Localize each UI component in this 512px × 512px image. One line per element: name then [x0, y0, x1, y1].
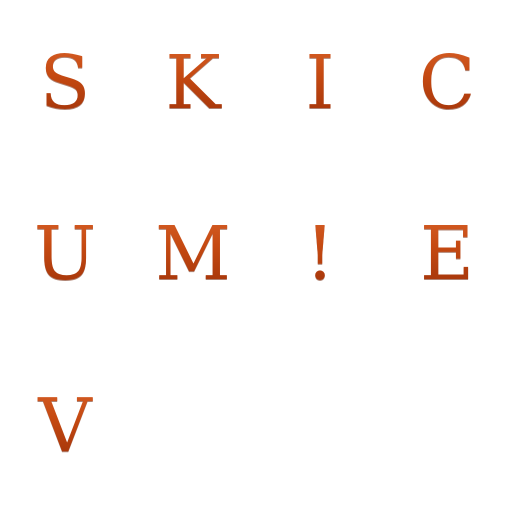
letter-tile-c[interactable]: C — [402, 38, 492, 128]
letter-tile-e[interactable]: E — [402, 209, 492, 299]
letter-tile-s[interactable]: S — [20, 38, 110, 128]
letter-tile-v[interactable]: V — [20, 381, 110, 471]
letter-tile-i[interactable]: I — [275, 38, 365, 128]
letter-tile-k[interactable]: K — [148, 38, 238, 128]
letter-tile-m[interactable]: M — [148, 209, 238, 299]
letter-tile-exclamation[interactable]: ! — [275, 209, 365, 299]
letter-tile-u[interactable]: U — [20, 209, 110, 299]
